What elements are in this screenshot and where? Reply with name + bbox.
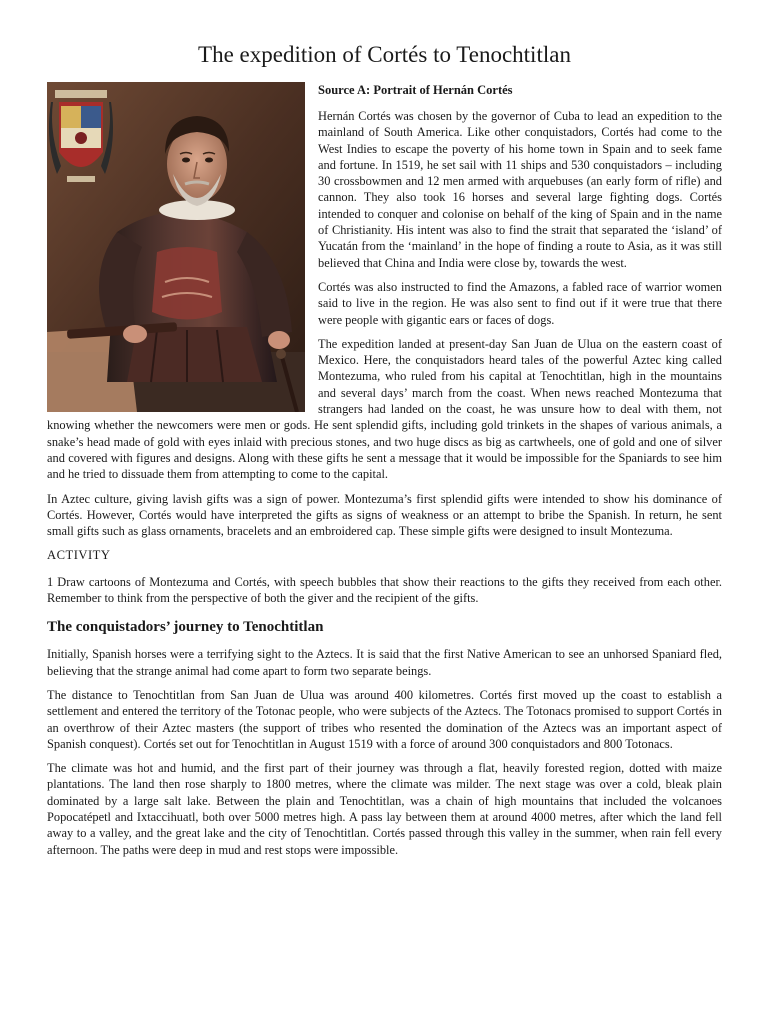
activity-label: ACTIVITY [47,548,111,563]
paragraph-journey-2: The distance to Tenochtitlan from San Juan de Ulua was around 400 kilometres. Cortés first moved up the coast to establish a settlement and entered the territory of the Totonac people, who were subjects of the Aztecs. The Totonacs promised to support Cortés in an overthrow of their Aztec masters (the support of tribes who resented the domination of the Aztecs was an important aspect of Spanish conquest). Cortés set out for Tenochtitlan in August 1519 with a force of around 300 conquistadors and 800 Totonacs. [47,687,722,751]
paragraph-intro-4: In Aztec culture, giving lavish gifts was a sign of power. Montezuma’s first splendid gifts were intended to show his dominance of Cortés. However, Cortés would have interpreted the gifts as signs of weakness or an attempt to bribe the Spanish. In return, he sent small gifts such as glass ornaments, bracelets and an embroidered cap. These simple gifts were designed to insult Montezuma. [47,491,722,539]
paragraph-journey-3: The climate was hot and humid, and the first part of their journey was through a flat, heavily forested region, dotted with maize plantations. The land then rose sharply to 1800 metres, where the climate was milder. The next stage was over a cold, bleak plain dominated by a large salt lake. Between the plain and Tenochtitlan, was a chain of high mountains that included the volcanoes Popocatépetl and Ixtaccihuatl, both over 5000 metres high. A pass lay between them at around 4000 metres, after which the land fell away to a valley, and the great lake and the city of Tenochtitlan. Cortés passed through this valley in the summer, when rain fell every afternoon. The paths were deep in mud and rest stops were impossible. [47,761,722,857]
activity-text: 1 Draw cartoons of Montezuma and Cortés, with speech bubbles that show their reactions to the gifts they received from each other. Remember to think from the perspective of both the giver and the recipient of the gifts. [47,574,722,606]
source-caption: Source A: Portrait of Hernán Cortés [318,83,513,97]
paragraph-intro-2: Cortés was also instructed to find the Amazons, a fabled race of warrior women said to live in the region. He was also sent to find out if it were true that there were people with gigantic ears or faces of dogs. [318,279,722,327]
paragraph-intro-1: Hernán Cortés was chosen by the governor of Cuba to lead an expedition to the mainland of South America. Like other conquistadors, Cortés had come to the West Indies to escape the poverty of his home town in Spain and to seek fame and fortune. In 1519, he set sail with 11 ships and 530 conquistadors – including 30 crossbowmen and 12 men armed with arquebuses (an early form of rifle) and cannon. They also took 16 horses and several large fighting dogs. Cortés intended to conquer and colonise on behalf of the king of Spain and in the name of Christianity. His intent was also to find the strait that separated the ‘island’ of Yucatán from the ‘mainland’ in the hope of finding a route to Asia, as it was still believed that China and India were close by, towards the west. [318,109,722,270]
portrait-of-cortes-image [47,82,305,412]
section-heading: The conquistadors’ journey to Tenochtitlan [47,619,324,636]
paragraph-intro-3: The expedition landed at present-day San Juan de Ulua on the eastern coast of Mexico. Here, the conquistadors heard tales of the powerful Aztec king called Montezuma, who ruled from his capital at Tenochtitlan, high in the mountains and several days’ march from the coast. When news reached Montezuma that strangers had landed on the coast, he was unsure how to deal with them, not knowing whether the newcomers were men or gods. He sent splendid gifts, including gold trinkets in the shapes of various animals, a snake’s head made of gold with eyes inlaid with precious stones, and two huge discs as big as cartwheels, one of gold and one of silver and covered with figures and designs. Along with these gifts he sent a message that it would be impossible for the Spaniards to see him and he tried to dissuade them from attempting to come to the capital. [47,336,722,482]
document-page [47,40,722,866]
page-title: The expedition of Cortés to Tenochtitlan [198,42,571,67]
paragraph-journey-1: Initially, Spanish horses were a terrifying sight to the Aztecs. It is said that the first Native American to see an unhorsed Spaniard fled, believing that the strange animal had come apart to form two separate beings. [47,647,722,678]
